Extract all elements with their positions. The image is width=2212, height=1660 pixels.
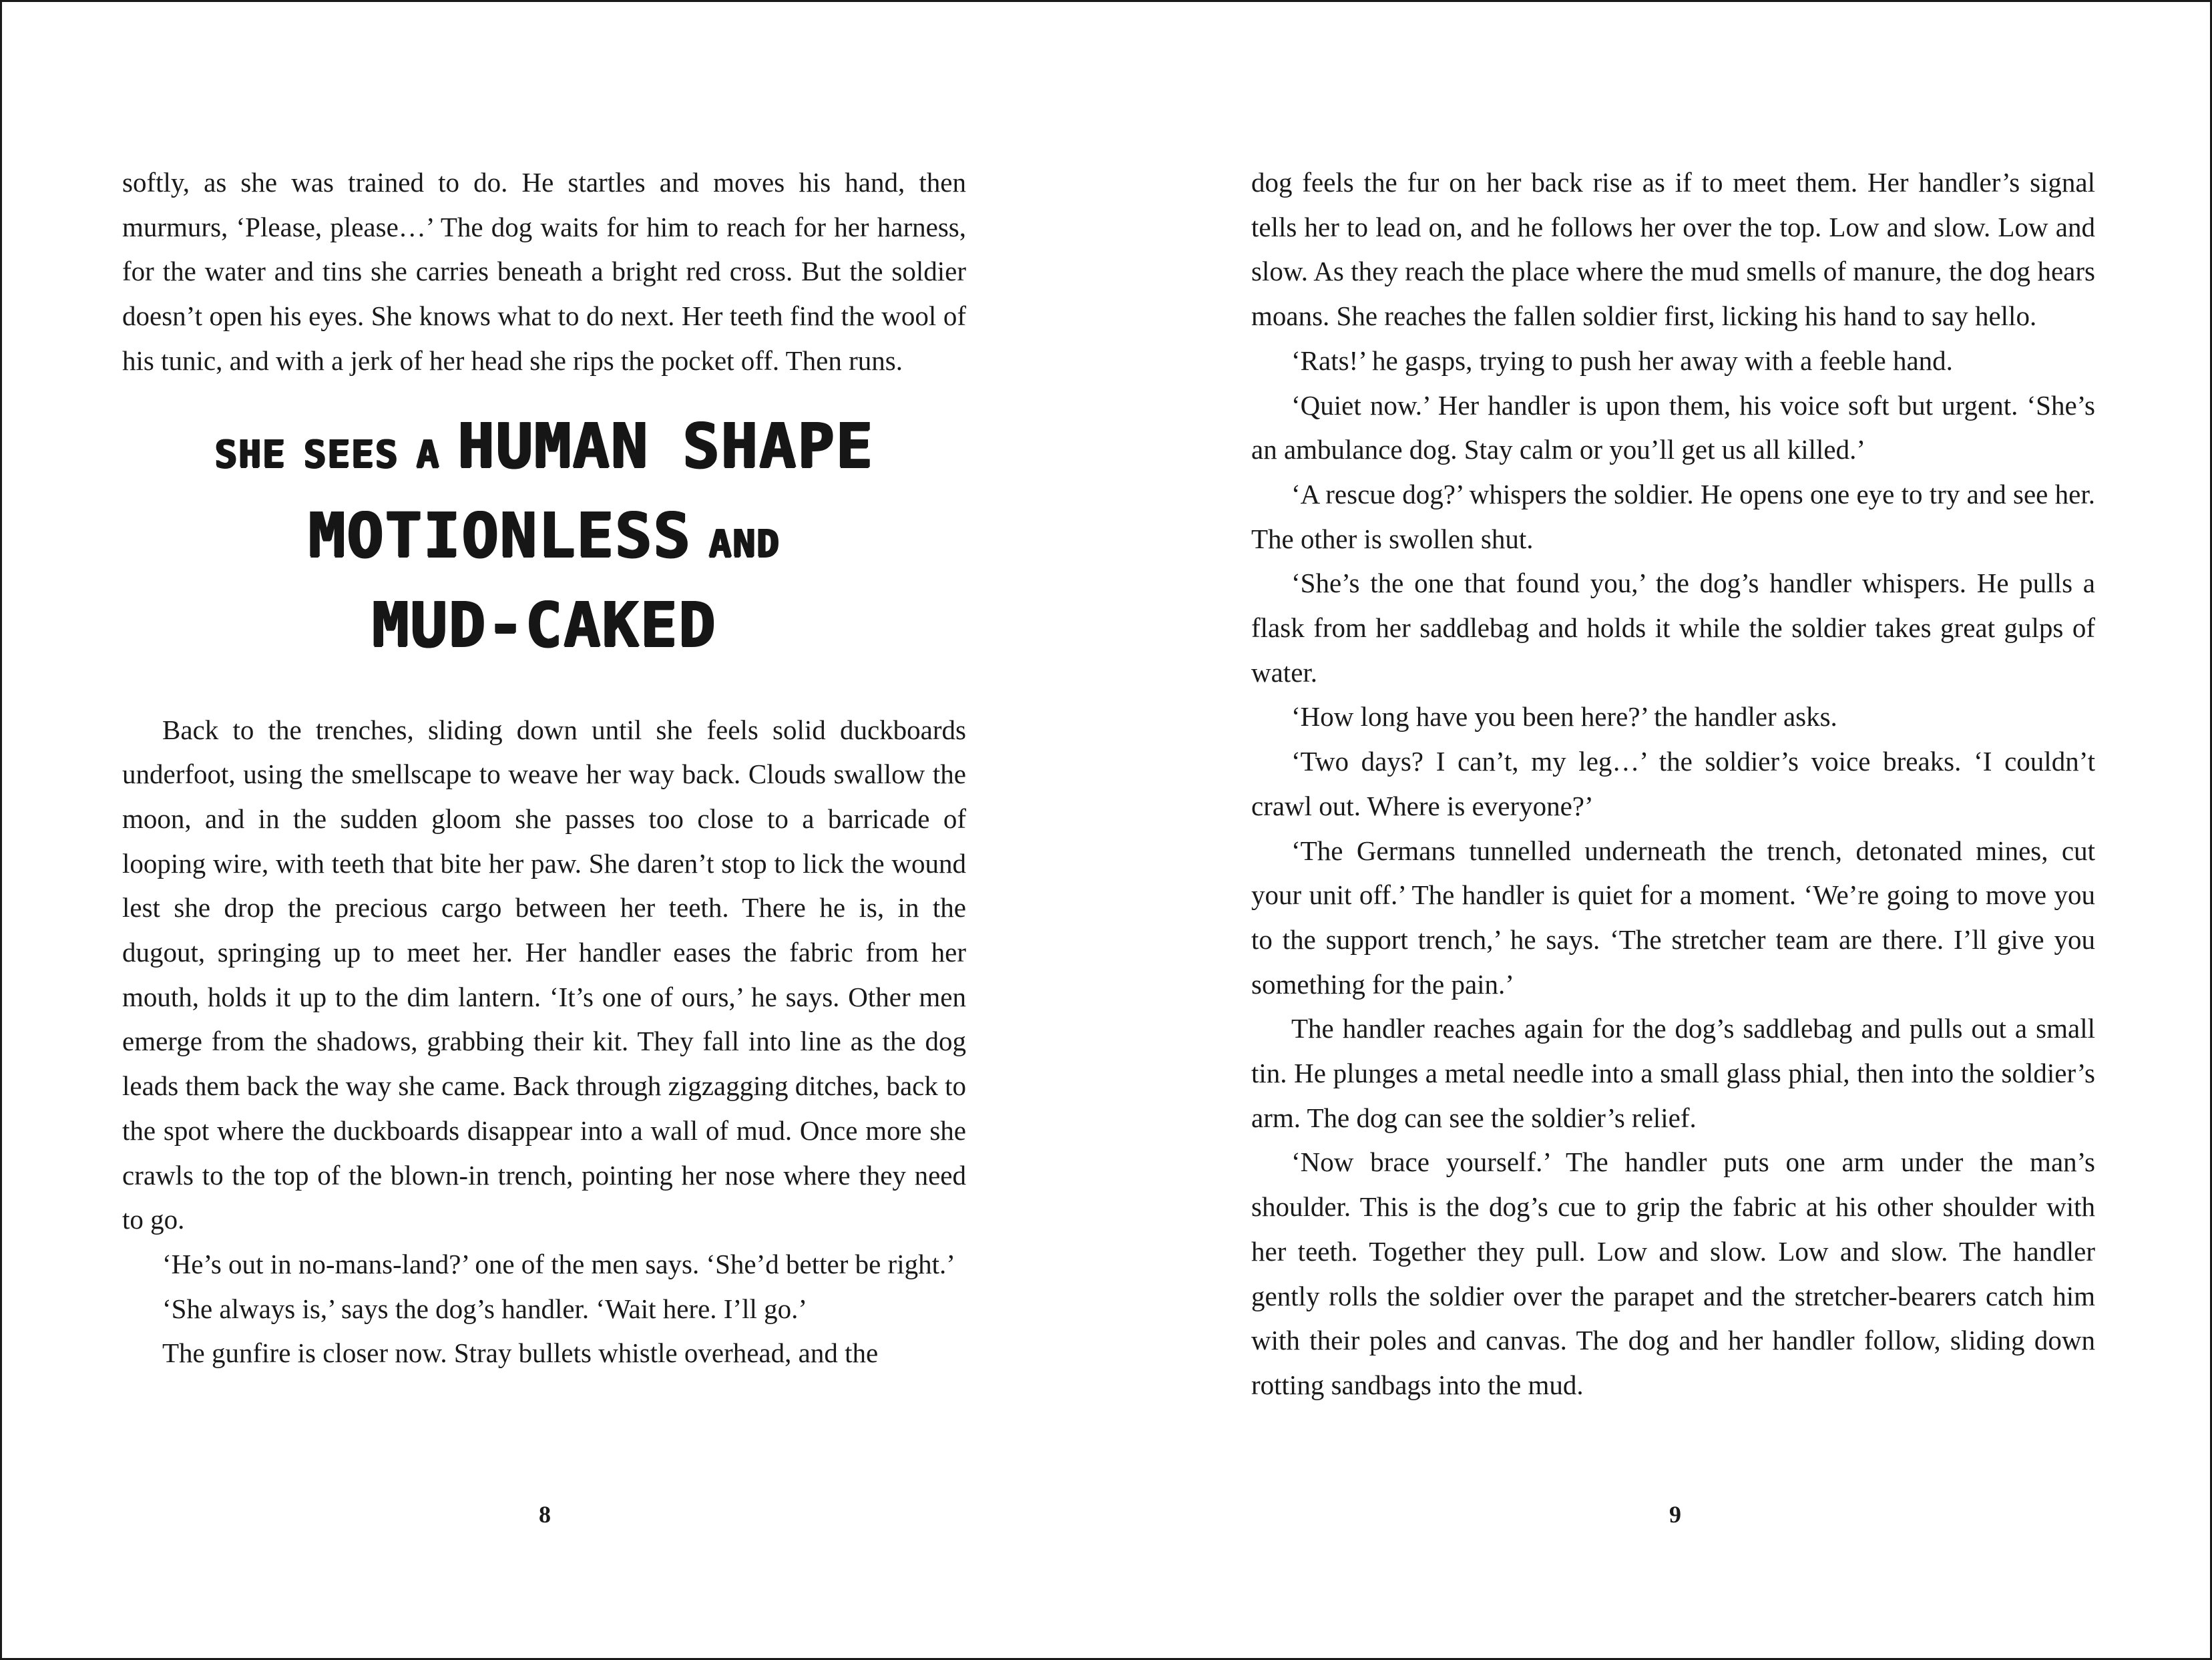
right-paragraph-2: ‘Rats!’ he gasps, trying to push her away with a feeble hand. — [1291, 345, 1953, 376]
pull-quote-line-1 — [122, 409, 966, 497]
pull-quote — [122, 409, 966, 676]
right-page — [1108, 2, 2212, 1658]
left-page-text-column — [122, 160, 966, 1376]
right-page-text-column — [1251, 160, 2095, 1408]
right-paragraph-9: The handler reaches again for the dog’s saddlebag and pulls out a small tin. He plunges a metal needle into a small glass phial, then into the soldier’s arm. The dog can see the soldier’s relief. — [1251, 1013, 2095, 1133]
left-paragraph-4: ‘She always is,’ says the dog’s handler. ‘Wait here. I’ll go.’ — [162, 1293, 808, 1324]
pull-quote-word-sees: SEES — [303, 432, 399, 476]
pull-quote-line-2 — [122, 499, 966, 586]
right-paragraph-7: ‘Two days? I can’t, my leg…’ the soldier’s voice breaks. ‘I couldn’t crawl out. Where is everyone?’ — [1251, 746, 2095, 821]
right-paragraph-1: dog feels the fur on her back rise as if to meet them. Her handler’s signal tells her to lead on, and he follows her over the top. Low and slow. Low and slow. As they reach the place where the mud smells of manure, the dog hears moans. She reaches the fallen soldier first, licking his hand to say hello. — [1251, 167, 2095, 332]
pull-quote-word-mud-caked: MUD-CAKED — [371, 588, 717, 660]
pull-quote-line-3 — [122, 588, 966, 676]
left-paragraph-1: softly, as she was trained to do. He startles and moves his hand, then murmurs, ‘Please, please…’ The dog waits for him to reach for her harness, for the water and tins she carries beneath a bright red cross. But the soldier doesn’t open his eyes. She knows what to do next. Her teeth find the wool of his tunic, and with a jerk of her head she rips the pocket off. Then runs. — [122, 167, 966, 376]
left-paragraph-5: The gunfire is closer now. Stray bullets whistle overhead, and the — [162, 1337, 879, 1369]
right-paragraph-3: ‘Quiet now.’ Her handler is upon them, his voice soft but urgent. ‘She’s an ambulance dog. Stay calm or you’ll get us all killed.’ — [1251, 389, 2095, 465]
right-paragraph-8: ‘The Germans tunnelled underneath the trench, detonated mines, cut your unit off.’ The handler is quiet for a moment. ‘We’re going to move you to the support trench,’ he says. ‘The stretcher team are there. I’ll give you something for the pain.’ — [1251, 835, 2095, 1000]
pull-quote-word-she: SHE — [214, 432, 286, 476]
right-paragraph-10: ‘Now brace yourself.’ The handler puts one arm under the man’s shoulder. This is the dog’s cue to grip the fabric at his other shoulder with her teeth. Together they pull. Low and slow. Low and slow. The handler gently rolls the soldier over the parapet and the stretcher-bearers catch him with their poles and canvas. The dog and her handler follow, sliding down rotting sandbags into the mud. — [1251, 1147, 2095, 1400]
pull-quote-word-motionless: MOTIONLESS — [308, 499, 692, 571]
left-page — [2, 2, 1108, 1658]
pull-quote-word-shape: SHAPE — [682, 409, 874, 481]
pull-quote-word-human: HUMAN — [457, 409, 649, 481]
right-paragraph-4: ‘A rescue dog?’ whispers the soldier. He opens one eye to try and see her. The other is swollen shut. — [1251, 478, 2095, 554]
pull-quote-word-a: A — [416, 432, 440, 476]
pull-quote-word-and: AND — [708, 522, 781, 566]
right-page-number: 9 — [1669, 1501, 1681, 1528]
left-paragraph-2: Back to the trenches, sliding down until she feels solid duckboards underfoot, using the smellscape to weave her way back. Clouds swallow the moon, and in the sudden gloom she passes too close to a barricade of looping wire, with teeth that bite her paw. She daren’t stop to lick the wound lest she drop the precious cargo between her teeth. There he is, in the dugout, springing up to meet her. Her handler eases the fabric from her mouth, holds it up to the dim lantern. ‘It’s one of ours,’ he says. Other men emerge from the shadows, grabbing their kit. They fall into line as the dog leads them back the way she came. Back through zigzagging ditches, back to the spot where the duckboards disappear into a wall of mud. Once more she crawls to the top of the blown-in trench, pointing her nose where they need to go. — [122, 714, 966, 1235]
left-page-number: 8 — [539, 1501, 551, 1528]
right-paragraph-6: ‘How long have you been here?’ the handler asks. — [1291, 701, 1837, 733]
left-paragraph-3: ‘He’s out in no-mans-land?’ one of the men says. ‘She’d better be right.’ — [162, 1248, 955, 1279]
right-paragraph-5: ‘She’s the one that found you,’ the dog’s handler whispers. He pulls a flask from her saddlebag and holds it while the soldier takes great gulps of water. — [1251, 568, 2095, 688]
